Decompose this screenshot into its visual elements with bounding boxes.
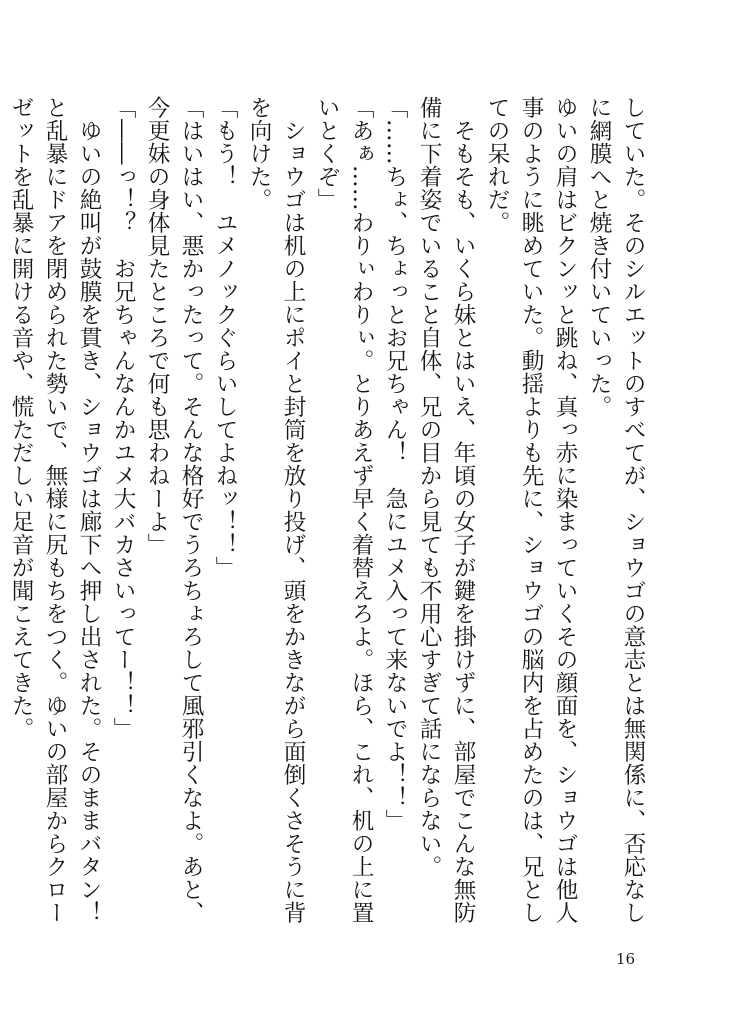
dialogue-line: 「はいはい、悪かったって。そんな格好でうろちょろして風邪引くなよ。あと、今更妹の身体見たところで何も思わねーよ」 [144, 96, 204, 924]
dialogue-line: 「――っ！？ お兄ちゃんなんかユメ大バカさいってー！！」 [110, 96, 136, 740]
dialogue-line: 「あぁ……わりぃわりぃ。とりあえず早く着替えろよ。ほら、これ、机の上に置いとくぞ」 [314, 96, 374, 924]
paragraph: ショウゴは机の上にポイと封筒を放り投げ、頭をかきながら面倒くさそうに背を向けた。 [246, 96, 306, 924]
page-number: 16 [616, 950, 636, 968]
dialogue-line: 「……ちょ、ちょっとお兄ちゃん！ 急にユメ入って来ないでよ！！」 [382, 96, 408, 832]
paragraph: そもそも、いくら妹とはいえ、年頃の女子が鍵を掛けずに、部屋でこんな無防備に下着姿でいること自体、兄の目から見ても不用心すぎて話にならない。 [416, 96, 476, 924]
paragraph: ゆいの絶叫が鼓膜を貫き、ショウゴは廊下へ押し出された。そのままバタン！ と乱暴にドアを閉められた勢いで、無様に尻もちをつく。ゆいの部屋からクローゼットを乱暴に開ける音や、慌ただしい足音が聞こえてきた。 [8, 96, 102, 947]
paragraph: ゆいの肩はビクンッと跳ね、真っ赤に染まっていくその顔面を、ショウゴは他人事のように眺めていた。動揺よりも先に、ショウゴの脳内を占めたのは、兄としての呆れだ。 [484, 96, 578, 924]
paragraph: していた。そのシルエットのすべてが、ショウゴの意志とは無関係に、否応なしに網膜へと焼き付いていった。 [586, 96, 646, 924]
vertical-text-body [4, 96, 650, 946]
dialogue-line: 「もう！ ユメノックぐらいしてよねッ！！」 [212, 96, 238, 579]
